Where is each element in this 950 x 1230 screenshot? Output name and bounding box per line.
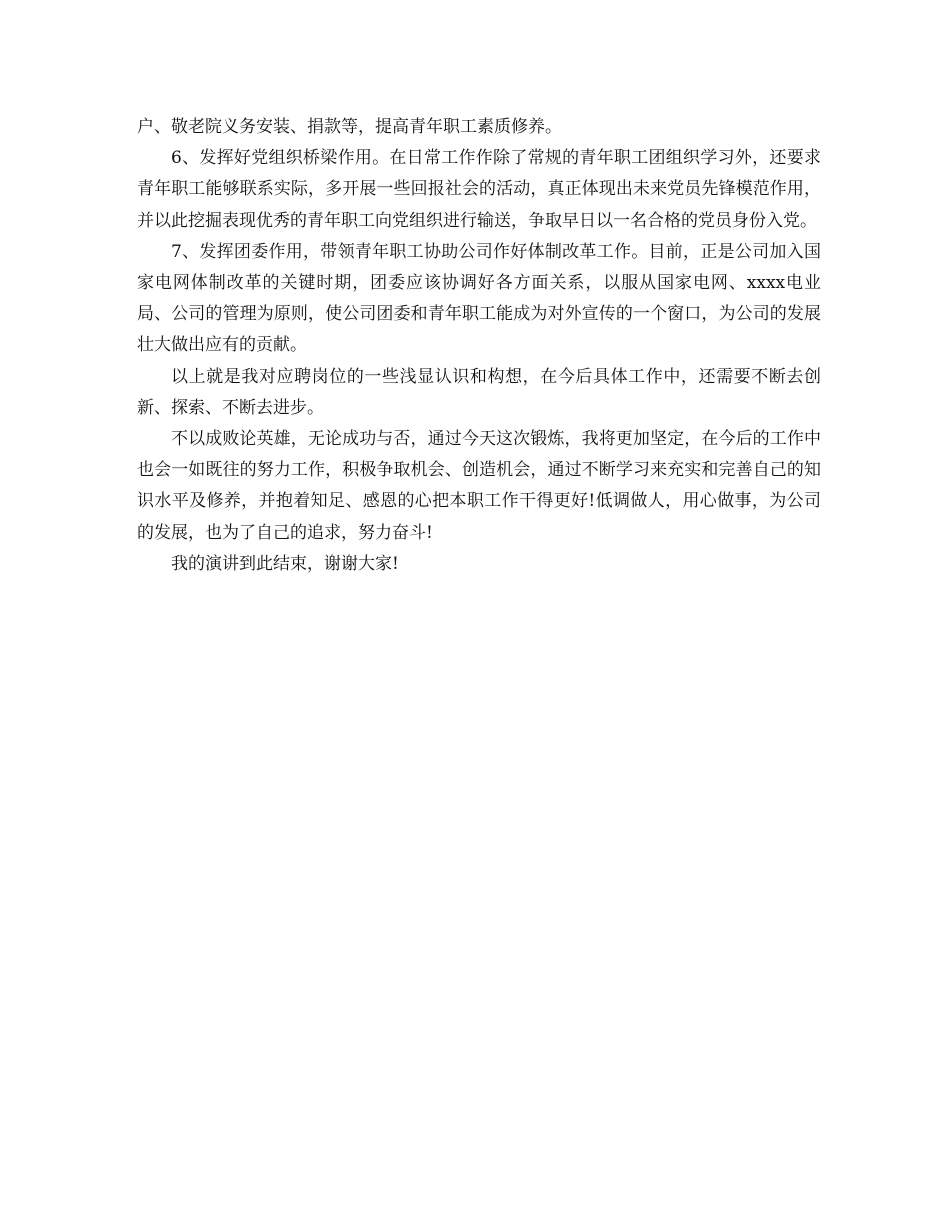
paragraph-commitment: 不以成败论英雄，无论成功与否，通过今天这次锻炼，我将更加坚定，在今后的工作中也会一如既往的努力工作，积极争取机会、创造机会，通过不断学习来充实和完善自己的知识水平及修养，并抱着知足、感恩的心把本职工作干得更好!低调做人，用心做事，为公司的发展，也为了自己的追求，努力奋斗!	[137, 429, 821, 543]
paragraph-continued: 户、敬老院义务安装、捐款等，提高青年职工素质修养。	[137, 117, 562, 137]
paragraph-item-7: 7、发挥团委作用，带领青年职工协助公司作好体制改革工作。目前，正是公司加入国家电网体制改革的关键时期，团委应该协调好各方面关系，以服从国家电网、xxxx电业局、公司的管理为原则，使公司团委和青年职工能成为对外宣传的一个窗口，为公司的发展壮大做出应有的贡献。	[137, 241, 821, 356]
paragraph-closing: 我的演讲到此结束，谢谢大家!	[171, 553, 399, 574]
paragraph-summary: 以上就是我对应聘岗位的一些浅显认识和构想，在今后具体工作中，还需要不断去创新、探索、不断去进步。	[137, 366, 821, 418]
document-body	[137, 112, 821, 580]
paragraph-item-6: 6、发挥好党组织桥梁作用。在日常工作作除了常规的青年职工团组织学习外，还要求青年职工能够联系实际，多开展一些回报社会的活动，真正体现出未来党员先锋模范作用，并以此挖掘表现优秀的青年职工向党组织进行输送，争取早日以一名合格的党员身份入党。	[137, 148, 821, 231]
